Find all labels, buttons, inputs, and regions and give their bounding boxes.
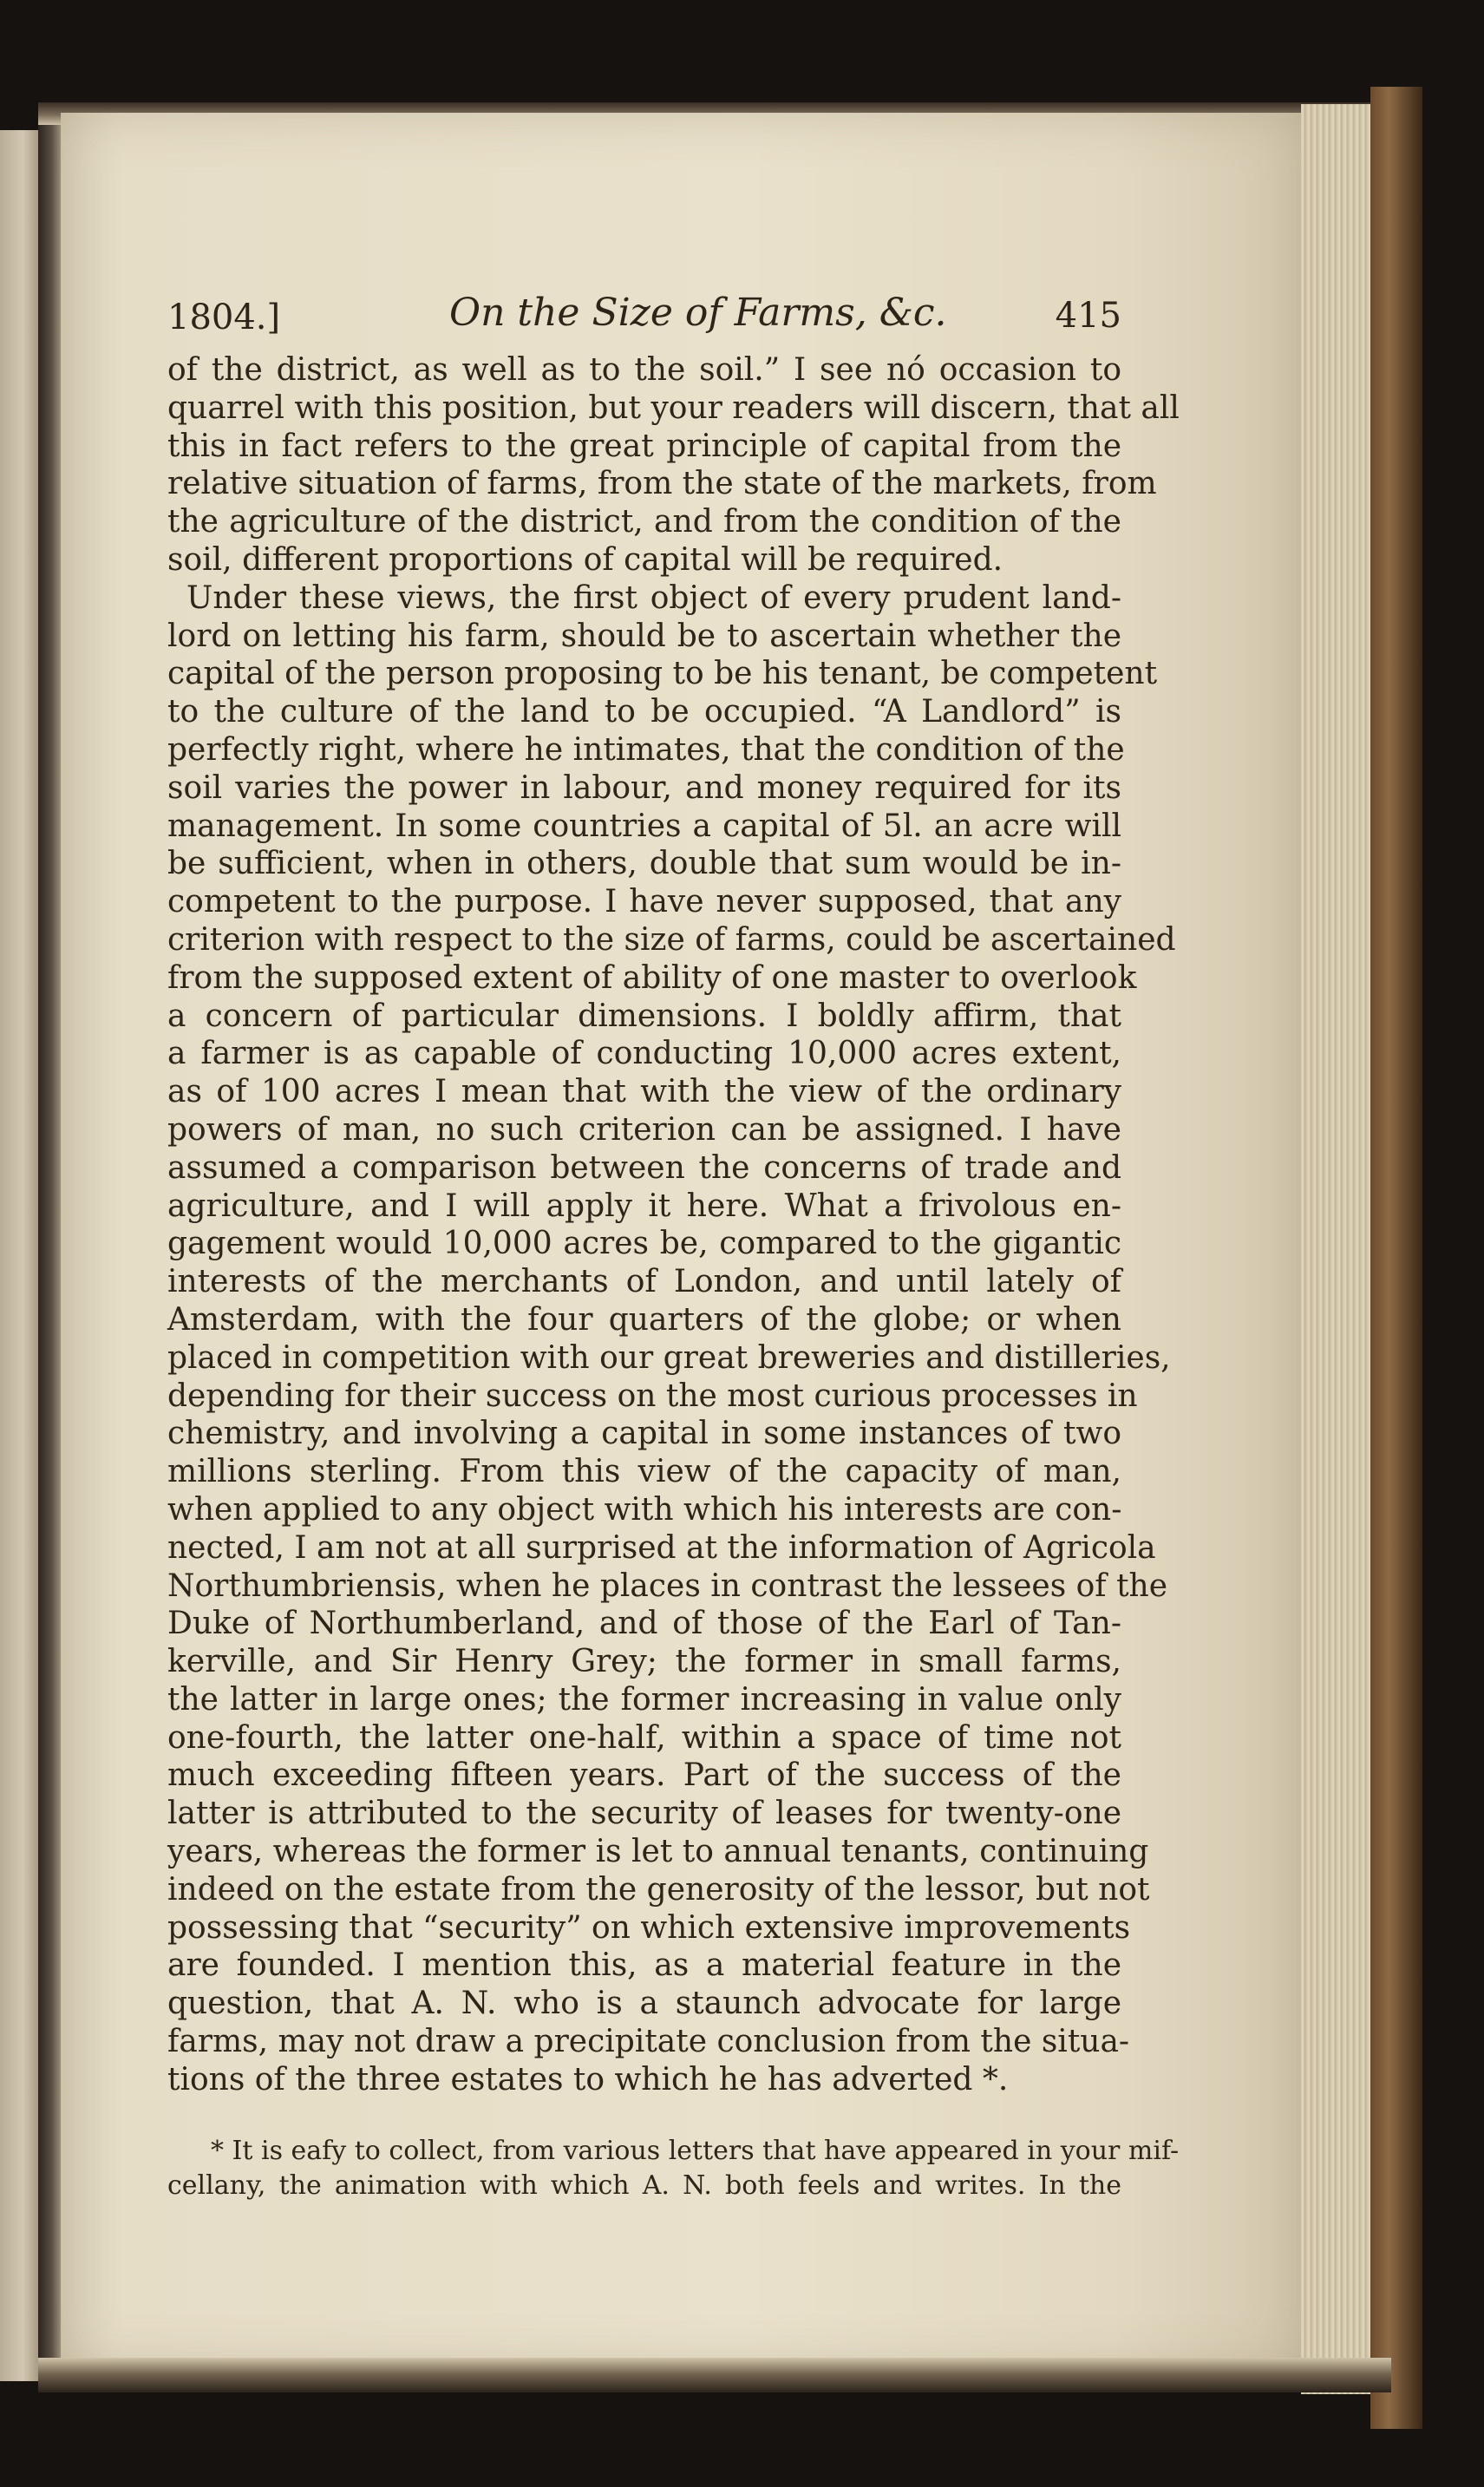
text-line: question, that A. N. who is a staunch advocate for large [167, 1986, 1121, 2022]
text-line: the agriculture of the district, and from the condition of the [167, 504, 1121, 540]
text-line: placed in competition with our great breweries and distilleries, [167, 1339, 1171, 1376]
book-cover-edge [1370, 87, 1422, 2429]
text-line: competent to the purpose. I have never supposed, that any [167, 884, 1121, 920]
text-line: lord on letting his farm, should be to ascertain whether the [167, 618, 1121, 654]
page-number: 415 [1055, 296, 1121, 336]
stacked-page-edges [1301, 104, 1370, 2394]
text-line: Northumbriensis, when he places in contrast the lessees of the [167, 1567, 1168, 1604]
running-head-year: 1804.] [167, 298, 281, 337]
text-line: soil varies the power in labour, and money required for its [167, 769, 1121, 806]
footnote-line: cellany, the animation with which A. N. both feels and writes. In the [167, 2170, 1121, 2201]
footnote [167, 2134, 1180, 2203]
text-line: to the culture of the land to be occupied. “A Landlord” is [167, 694, 1121, 730]
text-line: quarrel with this position, but your readers will discern, that all [167, 389, 1180, 426]
text-line: Under these views, the first object of every prudent land- [186, 579, 1121, 616]
text-line: when applied to any object with which his interests are con- [167, 1491, 1122, 1528]
bottom-page-edge [38, 2358, 1391, 2392]
running-head-title: On the Size of Farms, &c. [449, 291, 947, 335]
text-line: of the district, as well as to the soil.” I see nó occasion to [167, 352, 1121, 388]
text-line: agriculture, and I will apply it here. What a frivolous en- [167, 1188, 1121, 1224]
text-line: gagement would 10,000 acres be, compared to the gigantic [167, 1226, 1121, 1262]
text-line: nected, I am not at all surprised at the information of Agricola [167, 1529, 1156, 1566]
text-line: relative situation of farms, from the state of the markets, from [167, 466, 1157, 502]
running-head [167, 291, 1121, 351]
text-line: a concern of particular dimensions. I boldly affirm, that [167, 998, 1121, 1034]
text-line: the latter in large ones; the former increasing in value only [167, 1681, 1121, 1718]
text-line: management. In some countries a capital of 5l. an acre will [167, 808, 1121, 844]
text-line: capital of the person proposing to be his tenant, be competent [167, 656, 1158, 692]
text-block [167, 291, 1180, 2203]
text-line: one-fourth, the latter one-half, within a space of time not [167, 1719, 1121, 1756]
text-line: assumed a comparison between the concerns of trade and [167, 1149, 1121, 1186]
footnote-line: * It is eafy to collect, from various letters that have appeared in your mif- [211, 2135, 1180, 2166]
body-text [167, 351, 1180, 2099]
text-line: criterion with respect to the size of farms, could be ascertained [167, 921, 1176, 958]
text-line: indeed on the estate from the generosity of the lessor, but not [167, 1871, 1150, 1908]
text-line: latter is attributed to the security of leases for twenty-one [167, 1796, 1121, 1832]
text-line: interests of the merchants of London, and until lately of [167, 1264, 1121, 1300]
text-line: soil, different proportions of capital will be required. [167, 541, 1003, 578]
text-line: be sufficient, when in others, double that sum would be in- [167, 846, 1121, 882]
text-line: a farmer is as capable of conducting 10,000 acres extent, [167, 1036, 1121, 1072]
text-line: Duke of Northumberland, and of those of the Earl of Tan- [167, 1606, 1121, 1642]
text-line: farms, may not draw a precipitate conclusion from the situa- [167, 2024, 1130, 2060]
text-line: Amsterdam, with the four quarters of the globe; or when [167, 1301, 1121, 1338]
text-line: from the supposed extent of ability of one master to overlook [167, 959, 1137, 996]
text-line: as of 100 acres I mean that with the view of the ordinary [167, 1074, 1121, 1110]
text-line: possessing that “security” on which extensive improvements [167, 1909, 1131, 1946]
text-line: years, whereas the former is let to annual tenants, continuing [167, 1834, 1149, 1870]
text-line: are founded. I mention this, as a material feature in the [167, 1947, 1121, 1984]
text-line: much exceeding fifteen years. Part of the success of the [167, 1757, 1121, 1794]
text-line: chemistry, and involving a capital in some instances of two [167, 1416, 1121, 1452]
text-line: this in fact refers to the great principle of capital from the [167, 428, 1121, 464]
text-line: tions of the three estates to which he has adverted *. [167, 2061, 1009, 2098]
facing-page-edge [0, 130, 38, 2381]
gutter-shadow [38, 121, 61, 2386]
text-line: millions sterling. From this view of the capacity of man, [167, 1454, 1121, 1490]
text-line: kerville, and Sir Henry Grey; the former in small farms, [167, 1644, 1121, 1680]
text-line: perfectly right, where he intimates, that the condition of the [167, 731, 1125, 768]
text-line: depending for their success on the most curious processes in [167, 1378, 1138, 1414]
text-line: powers of man, no such criterion can be assigned. I have [167, 1111, 1121, 1148]
